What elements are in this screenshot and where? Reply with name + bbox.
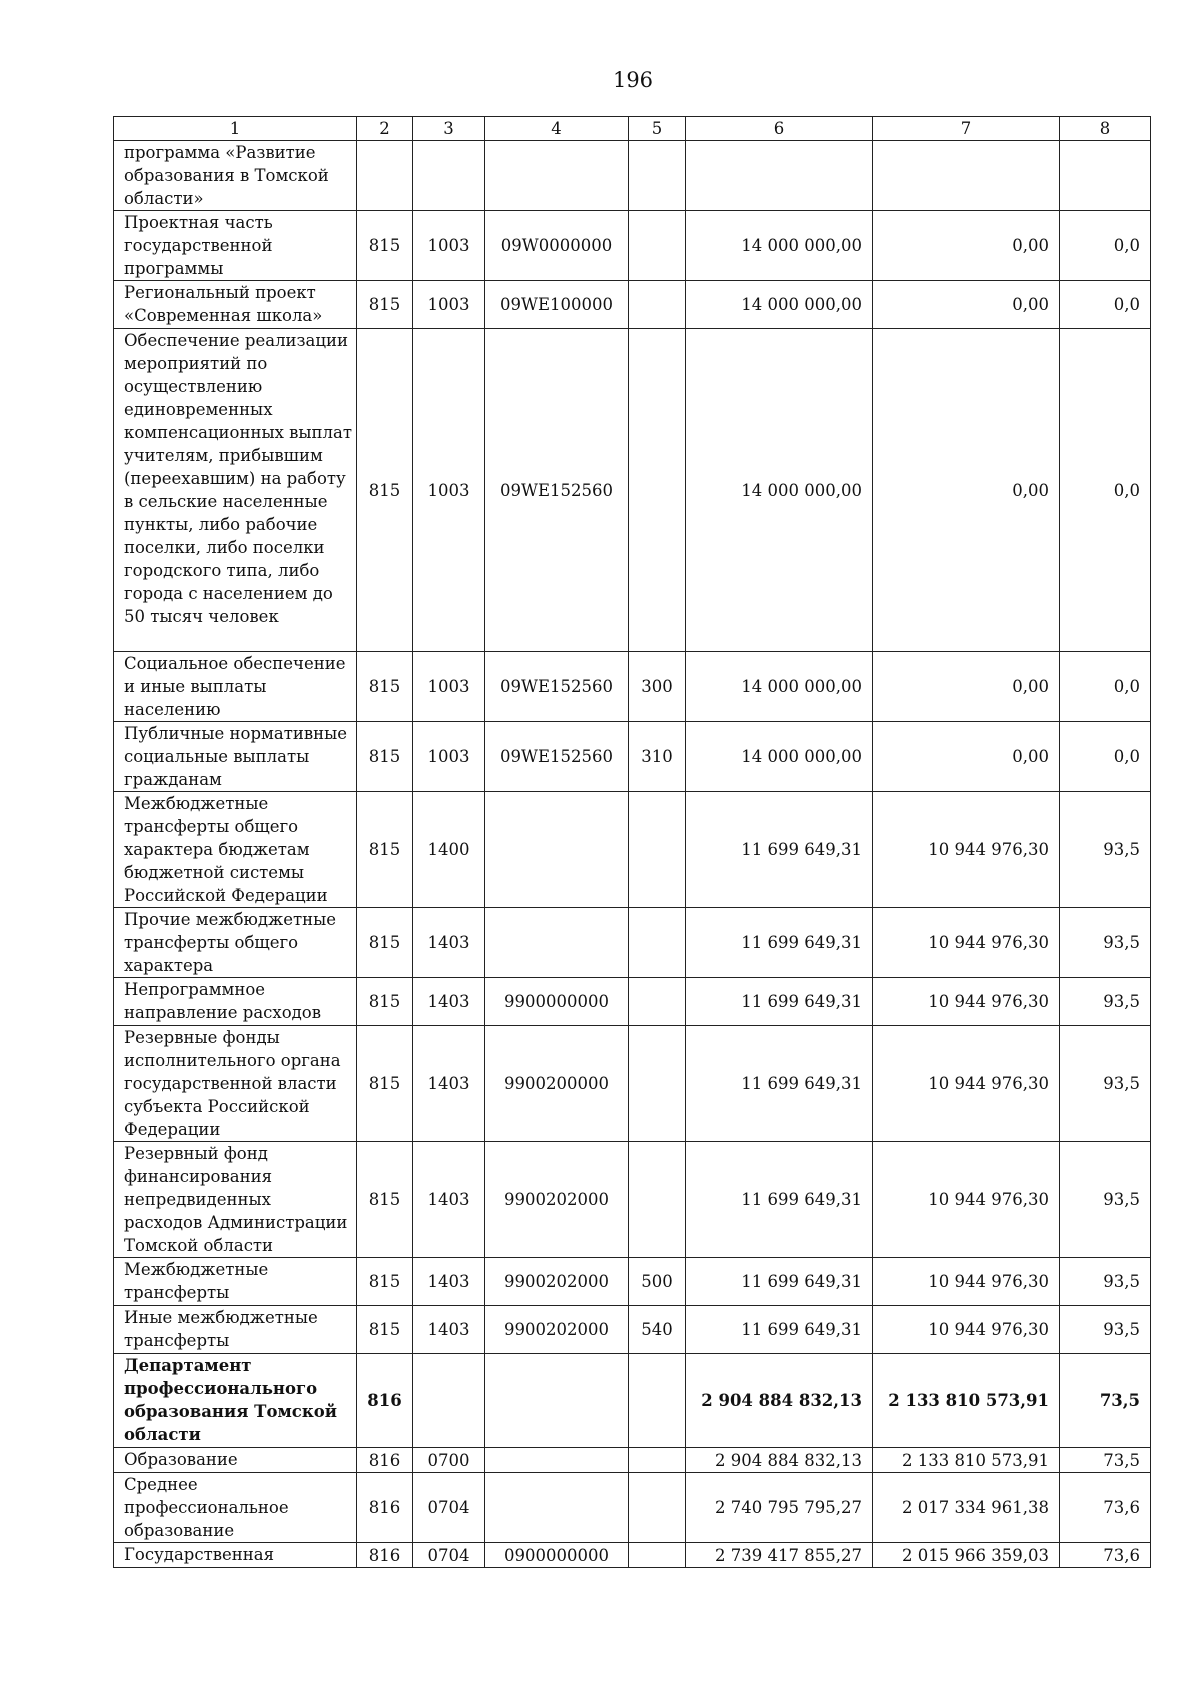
cell-percent: 0,0 bbox=[1060, 211, 1151, 281]
cell-section bbox=[413, 1354, 485, 1448]
cell-type: 310 bbox=[629, 722, 686, 792]
cell-admin: 816 bbox=[357, 1448, 413, 1473]
row-name: Непрограммное направление расходов bbox=[114, 978, 357, 1026]
cell-section: 1003 bbox=[413, 281, 485, 329]
col-header: 4 bbox=[485, 117, 629, 141]
cell-section: 1403 bbox=[413, 908, 485, 978]
cell-type bbox=[629, 329, 686, 652]
col-header: 8 bbox=[1060, 117, 1151, 141]
cell-type bbox=[629, 978, 686, 1026]
cell-target: 9900202000 bbox=[485, 1258, 629, 1306]
table-row bbox=[114, 722, 1151, 792]
cell-actual: 0,00 bbox=[873, 652, 1060, 722]
cell-target: 09WE100000 bbox=[485, 281, 629, 329]
row-name: Прочие межбюджетные трансферты общего характера bbox=[114, 908, 357, 978]
table-row bbox=[114, 1473, 1151, 1543]
cell-type bbox=[629, 281, 686, 329]
cell-target: 9900000000 bbox=[485, 978, 629, 1026]
cell-target: 09W0000000 bbox=[485, 211, 629, 281]
row-name: Региональный проект «Современная школа» bbox=[114, 281, 357, 329]
cell-percent: 73,5 bbox=[1060, 1354, 1151, 1448]
col-header: 1 bbox=[114, 117, 357, 141]
table-row bbox=[114, 1306, 1151, 1354]
cell-section: 1003 bbox=[413, 329, 485, 652]
cell-type bbox=[629, 1142, 686, 1258]
row-name: Образование bbox=[114, 1448, 357, 1473]
cell-actual: 10 944 976,30 bbox=[873, 1258, 1060, 1306]
cell-actual: 10 944 976,30 bbox=[873, 792, 1060, 908]
cell-type: 500 bbox=[629, 1258, 686, 1306]
budget-table bbox=[113, 116, 1151, 1568]
cell-actual: 0,00 bbox=[873, 722, 1060, 792]
cell-section: 0700 bbox=[413, 1448, 485, 1473]
cell-admin: 815 bbox=[357, 329, 413, 652]
table-row bbox=[114, 792, 1151, 908]
cell-plan: 11 699 649,31 bbox=[686, 908, 873, 978]
cell-plan: 11 699 649,31 bbox=[686, 1258, 873, 1306]
table-row bbox=[114, 1354, 1151, 1448]
row-name: Государственная bbox=[114, 1543, 357, 1568]
cell-actual: 10 944 976,30 bbox=[873, 1142, 1060, 1258]
cell-percent: 93,5 bbox=[1060, 1026, 1151, 1142]
cell-admin bbox=[357, 141, 413, 211]
page-number: 196 bbox=[612, 68, 654, 92]
row-name: Публичные нормативные социальные выплаты гражданам bbox=[114, 722, 357, 792]
cell-actual: 2 133 810 573,91 bbox=[873, 1354, 1060, 1448]
cell-plan: 14 000 000,00 bbox=[686, 329, 873, 652]
cell-section: 1003 bbox=[413, 722, 485, 792]
cell-type bbox=[629, 141, 686, 211]
row-name: Проектная часть государственной программы bbox=[114, 211, 357, 281]
cell-actual: 0,00 bbox=[873, 281, 1060, 329]
cell-actual: 2 015 966 359,03 bbox=[873, 1543, 1060, 1568]
cell-admin: 815 bbox=[357, 211, 413, 281]
cell-actual bbox=[873, 141, 1060, 211]
cell-plan: 14 000 000,00 bbox=[686, 652, 873, 722]
cell-section bbox=[413, 141, 485, 211]
table-row bbox=[114, 281, 1151, 329]
cell-admin: 815 bbox=[357, 978, 413, 1026]
cell-actual: 10 944 976,30 bbox=[873, 1026, 1060, 1142]
col-header: 2 bbox=[357, 117, 413, 141]
cell-plan: 14 000 000,00 bbox=[686, 281, 873, 329]
cell-target: 0900000000 bbox=[485, 1543, 629, 1568]
table-row bbox=[114, 908, 1151, 978]
cell-actual: 10 944 976,30 bbox=[873, 978, 1060, 1026]
cell-actual: 10 944 976,30 bbox=[873, 908, 1060, 978]
table-row bbox=[114, 1543, 1151, 1568]
table-row bbox=[114, 1142, 1151, 1258]
row-name: Резервный фонд финансирования непредвиденных расходов Администрации Томской области bbox=[114, 1142, 357, 1258]
cell-admin: 815 bbox=[357, 1026, 413, 1142]
cell-percent: 93,5 bbox=[1060, 978, 1151, 1026]
cell-type: 300 bbox=[629, 652, 686, 722]
cell-plan: 14 000 000,00 bbox=[686, 211, 873, 281]
cell-target bbox=[485, 1354, 629, 1448]
cell-plan bbox=[686, 141, 873, 211]
cell-percent: 93,5 bbox=[1060, 1306, 1151, 1354]
cell-target: 9900200000 bbox=[485, 1026, 629, 1142]
row-name: Обеспечение реализации мероприятий по осуществлению единовременных компенсационных выплат учителям, прибывшим (переехавшим) на работу в сельские населенные пункты, либо рабочие поселки, либо поселки городского типа, либо города с населением до 50 тысяч человек bbox=[114, 329, 357, 652]
table-row bbox=[114, 329, 1151, 652]
cell-plan: 11 699 649,31 bbox=[686, 792, 873, 908]
cell-section: 0704 bbox=[413, 1543, 485, 1568]
cell-plan: 11 699 649,31 bbox=[686, 1306, 873, 1354]
cell-section: 1403 bbox=[413, 1026, 485, 1142]
cell-admin: 816 bbox=[357, 1473, 413, 1543]
col-header: 5 bbox=[629, 117, 686, 141]
table-row bbox=[114, 141, 1151, 211]
row-name: Межбюджетные трансферты общего характера бюджетам бюджетной системы Российской Федерации bbox=[114, 792, 357, 908]
cell-plan: 11 699 649,31 bbox=[686, 1026, 873, 1142]
cell-admin: 815 bbox=[357, 722, 413, 792]
cell-target: 09WE152560 bbox=[485, 329, 629, 652]
cell-section: 1003 bbox=[413, 652, 485, 722]
cell-admin: 815 bbox=[357, 1306, 413, 1354]
row-name: Резервные фонды исполнительного органа государственной власти субъекта Российской Федерации bbox=[114, 1026, 357, 1142]
cell-percent: 0,0 bbox=[1060, 329, 1151, 652]
table-row bbox=[114, 978, 1151, 1026]
cell-admin: 815 bbox=[357, 1258, 413, 1306]
cell-target bbox=[485, 1448, 629, 1473]
cell-percent: 0,0 bbox=[1060, 281, 1151, 329]
row-name: Иные межбюджетные трансферты bbox=[114, 1306, 357, 1354]
cell-percent: 93,5 bbox=[1060, 1142, 1151, 1258]
cell-section: 0704 bbox=[413, 1473, 485, 1543]
table-row bbox=[114, 652, 1151, 722]
cell-target bbox=[485, 1473, 629, 1543]
cell-percent: 93,5 bbox=[1060, 1258, 1151, 1306]
cell-percent: 93,5 bbox=[1060, 908, 1151, 978]
cell-actual: 10 944 976,30 bbox=[873, 1306, 1060, 1354]
cell-actual: 0,00 bbox=[873, 329, 1060, 652]
cell-type: 540 bbox=[629, 1306, 686, 1354]
cell-type bbox=[629, 908, 686, 978]
cell-percent: 93,5 bbox=[1060, 792, 1151, 908]
cell-section: 1403 bbox=[413, 1306, 485, 1354]
cell-target: 09WE152560 bbox=[485, 652, 629, 722]
table-row bbox=[114, 1026, 1151, 1142]
cell-actual: 2 017 334 961,38 bbox=[873, 1473, 1060, 1543]
cell-section: 1403 bbox=[413, 1142, 485, 1258]
cell-target bbox=[485, 141, 629, 211]
cell-section: 1003 bbox=[413, 211, 485, 281]
cell-type bbox=[629, 1354, 686, 1448]
cell-type bbox=[629, 1473, 686, 1543]
cell-admin: 815 bbox=[357, 908, 413, 978]
cell-target bbox=[485, 908, 629, 978]
cell-percent: 73,6 bbox=[1060, 1473, 1151, 1543]
row-name: Департамент профессионального образования Томской области bbox=[114, 1354, 357, 1448]
cell-target: 09WE152560 bbox=[485, 722, 629, 792]
cell-plan: 2 739 417 855,27 bbox=[686, 1543, 873, 1568]
cell-section: 1403 bbox=[413, 1258, 485, 1306]
table-row bbox=[114, 1448, 1151, 1473]
cell-plan: 2 904 884 832,13 bbox=[686, 1354, 873, 1448]
cell-admin: 815 bbox=[357, 792, 413, 908]
cell-percent bbox=[1060, 141, 1151, 211]
cell-type bbox=[629, 1026, 686, 1142]
cell-type bbox=[629, 211, 686, 281]
cell-actual: 0,00 bbox=[873, 211, 1060, 281]
cell-section: 1403 bbox=[413, 978, 485, 1026]
cell-type bbox=[629, 1543, 686, 1568]
cell-percent: 0,0 bbox=[1060, 722, 1151, 792]
cell-admin: 816 bbox=[357, 1354, 413, 1448]
cell-plan: 2 740 795 795,27 bbox=[686, 1473, 873, 1543]
cell-type bbox=[629, 1448, 686, 1473]
cell-section: 1400 bbox=[413, 792, 485, 908]
table-row bbox=[114, 1258, 1151, 1306]
row-name: Социальное обеспечение и иные выплаты населению bbox=[114, 652, 357, 722]
cell-target bbox=[485, 792, 629, 908]
row-name: программа «Развитие образования в Томской области» bbox=[114, 141, 357, 211]
cell-plan: 14 000 000,00 bbox=[686, 722, 873, 792]
col-header: 3 bbox=[413, 117, 485, 141]
col-header: 7 bbox=[873, 117, 1060, 141]
cell-plan: 11 699 649,31 bbox=[686, 978, 873, 1026]
header-row bbox=[114, 117, 1151, 141]
cell-plan: 2 904 884 832,13 bbox=[686, 1448, 873, 1473]
cell-admin: 816 bbox=[357, 1543, 413, 1568]
cell-percent: 73,5 bbox=[1060, 1448, 1151, 1473]
row-name: Среднее профессиональное образование bbox=[114, 1473, 357, 1543]
cell-actual: 2 133 810 573,91 bbox=[873, 1448, 1060, 1473]
cell-percent: 73,6 bbox=[1060, 1543, 1151, 1568]
cell-admin: 815 bbox=[357, 281, 413, 329]
cell-admin: 815 bbox=[357, 652, 413, 722]
cell-percent: 0,0 bbox=[1060, 652, 1151, 722]
row-name: Межбюджетные трансферты bbox=[114, 1258, 357, 1306]
cell-target: 9900202000 bbox=[485, 1142, 629, 1258]
table-row bbox=[114, 211, 1151, 281]
cell-plan: 11 699 649,31 bbox=[686, 1142, 873, 1258]
col-header: 6 bbox=[686, 117, 873, 141]
cell-admin: 815 bbox=[357, 1142, 413, 1258]
cell-target: 9900202000 bbox=[485, 1306, 629, 1354]
cell-type bbox=[629, 792, 686, 908]
